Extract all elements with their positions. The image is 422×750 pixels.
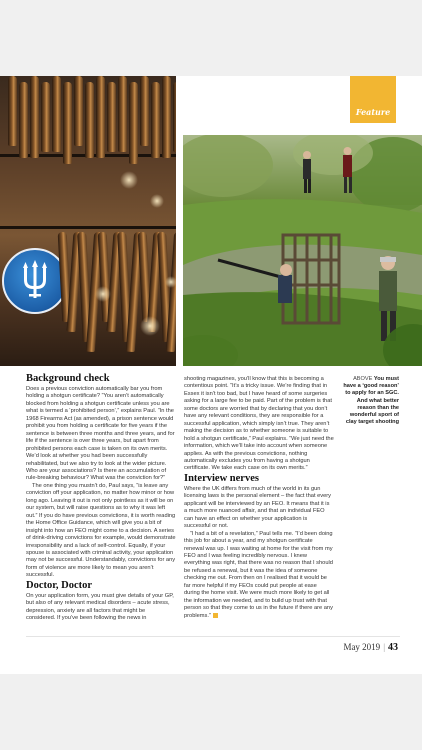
magazine-page xyxy=(0,76,422,674)
section-heading: Doctor, Doctor xyxy=(26,579,93,591)
gun-stock xyxy=(129,82,138,164)
gun-stock xyxy=(151,82,160,158)
body-paragraph: The one thing you mustn’t do, Paul says, “is leave any conviction off your application, no matter how minor or how long ago. Leaving it out is not only pointless as it will be on our system, but will raise questions as to why it was left out.” If you do have previous convictions, it is worth reading the Home Office Guidance, which will give you a bit of insight into how an FEO might come to a decision. A series of drink-driving convictions for example, would demonstrate irresponsibility and a lack of self-control. Equally, if your spouse is associated with criminal activity, your application may not be successful. Understandably, convictions for any form of violence are more likely to mean you aren’t successful. xyxy=(26,482,176,579)
clay-shooting-photo xyxy=(183,135,422,366)
gun-stock xyxy=(85,82,94,158)
gun-stock xyxy=(118,76,127,152)
caption-lead: ABOVE xyxy=(353,376,373,382)
gun-stock xyxy=(52,76,61,152)
feature-section-tag xyxy=(350,76,396,123)
article-column-left xyxy=(26,373,176,623)
feature-label: Feature xyxy=(355,107,391,117)
page-number: 43 xyxy=(388,642,398,653)
article-end-mark xyxy=(213,613,218,618)
gun-stock xyxy=(30,76,39,158)
section-heading: Background check xyxy=(26,373,110,384)
issue-date: May 2019 xyxy=(343,642,381,652)
trident-icon xyxy=(4,250,66,312)
gun-stock xyxy=(63,82,72,164)
footer-divider xyxy=(26,636,400,637)
gun-stock xyxy=(19,82,28,158)
body-paragraph: Where the UK differs from much of the world in its gun licensing laws is the personal element – the fact that every applicant will be interviewed by an FEO. It means that it is a much more nuanced affair, and that an individual FEO can have an effect on whether your application is successful or not. xyxy=(184,485,332,530)
light-bokeh xyxy=(150,194,164,208)
body-paragraph: “I had a bit of a revelation,” Paul tells me. “I’d been doing this job for about a year, and my shotgun certificate renewal was up. I was waiting at home for the visit from my FEO and I was feeling incredibly nervous. I knew everything was right, that there was no reason that I should be refused a renewal, but it was the idea of someone checking me out. From then on I realised that it would be far more helpful if my FEOs could put people at ease during the home visit. We were much more likely to get all the information we needed, and to build up trust with that person so that they come to us in the future if there are any problems.” xyxy=(184,530,333,619)
article-column-middle xyxy=(184,376,334,620)
gun-stock xyxy=(162,76,171,158)
light-bokeh xyxy=(120,171,138,189)
page-folio xyxy=(343,642,398,653)
light-bokeh xyxy=(95,286,111,302)
body-paragraph: Does a previous conviction automatically bar you from holding a shotgun certificate? “You aren’t automatically blocked from holding a shotgun certificate unless you are what is termed a ‘prohibited person’,” explains Paul. “In the 1968 Firearms Act (as amended), a prison sentence would prohibit you from holding a certificate for five years if the sentence is between three months and three years, and for life if the sentence is over three years, but apart from prohibited persons each case is taken on its own merits. We’d look at whether you had been successfully rehabilitated, but we also try to look at the wider picture. Who are your associations? Is there an accumulation of rule-breaking behaviour? What was the conviction for?” xyxy=(26,386,175,482)
light-bokeh xyxy=(140,316,160,336)
gun-rack-photo xyxy=(0,76,176,366)
gun-stock xyxy=(107,82,116,152)
clay-shooting-scene xyxy=(183,135,422,366)
rack-shelf xyxy=(0,226,176,229)
gun-stock xyxy=(173,82,176,152)
section-heading: Interview nerves xyxy=(184,472,259,484)
gun-stock xyxy=(140,76,149,146)
gun-stock xyxy=(8,76,17,146)
gun-stock xyxy=(41,82,50,152)
body-paragraph: shooting magazines, you’ll know that this is becoming a contentious point. “It’s a tricky issue. We’re finding that in Essex it isn’t too bad, but I have heard of some surgeries asking for a large fee to be paid. Part of the problem is that some doctors are worried that by declaring that you don’t have any relevant conditions, they are responsible for a successful application, which simply isn’t true. They aren’t making the decision as to whether someone is suitable to hold a shotgun certificate,” Paul explains. “We just need the information, which we’ll take into account when someone applies. As with the previous convictions, nothing automatically excludes you from having a shotgun certificate. We take each case on its own merits.” xyxy=(184,376,334,472)
gun-stock xyxy=(96,76,105,158)
folio-separator: | xyxy=(383,642,385,652)
photo-caption xyxy=(341,376,399,426)
caption-text: You must have a ‘good reason’ to apply for an SGC. And what better reason than the wonderful sport of clay target shooting xyxy=(343,376,399,426)
gun-stock xyxy=(74,76,83,146)
light-bokeh xyxy=(165,276,176,288)
body-paragraph: On your application form, you must give details of your GP, but also of any relevant medical disorders – acute stress, depression, anxiety are all factors that might be considered. If you’ve been following the news in xyxy=(26,592,174,622)
